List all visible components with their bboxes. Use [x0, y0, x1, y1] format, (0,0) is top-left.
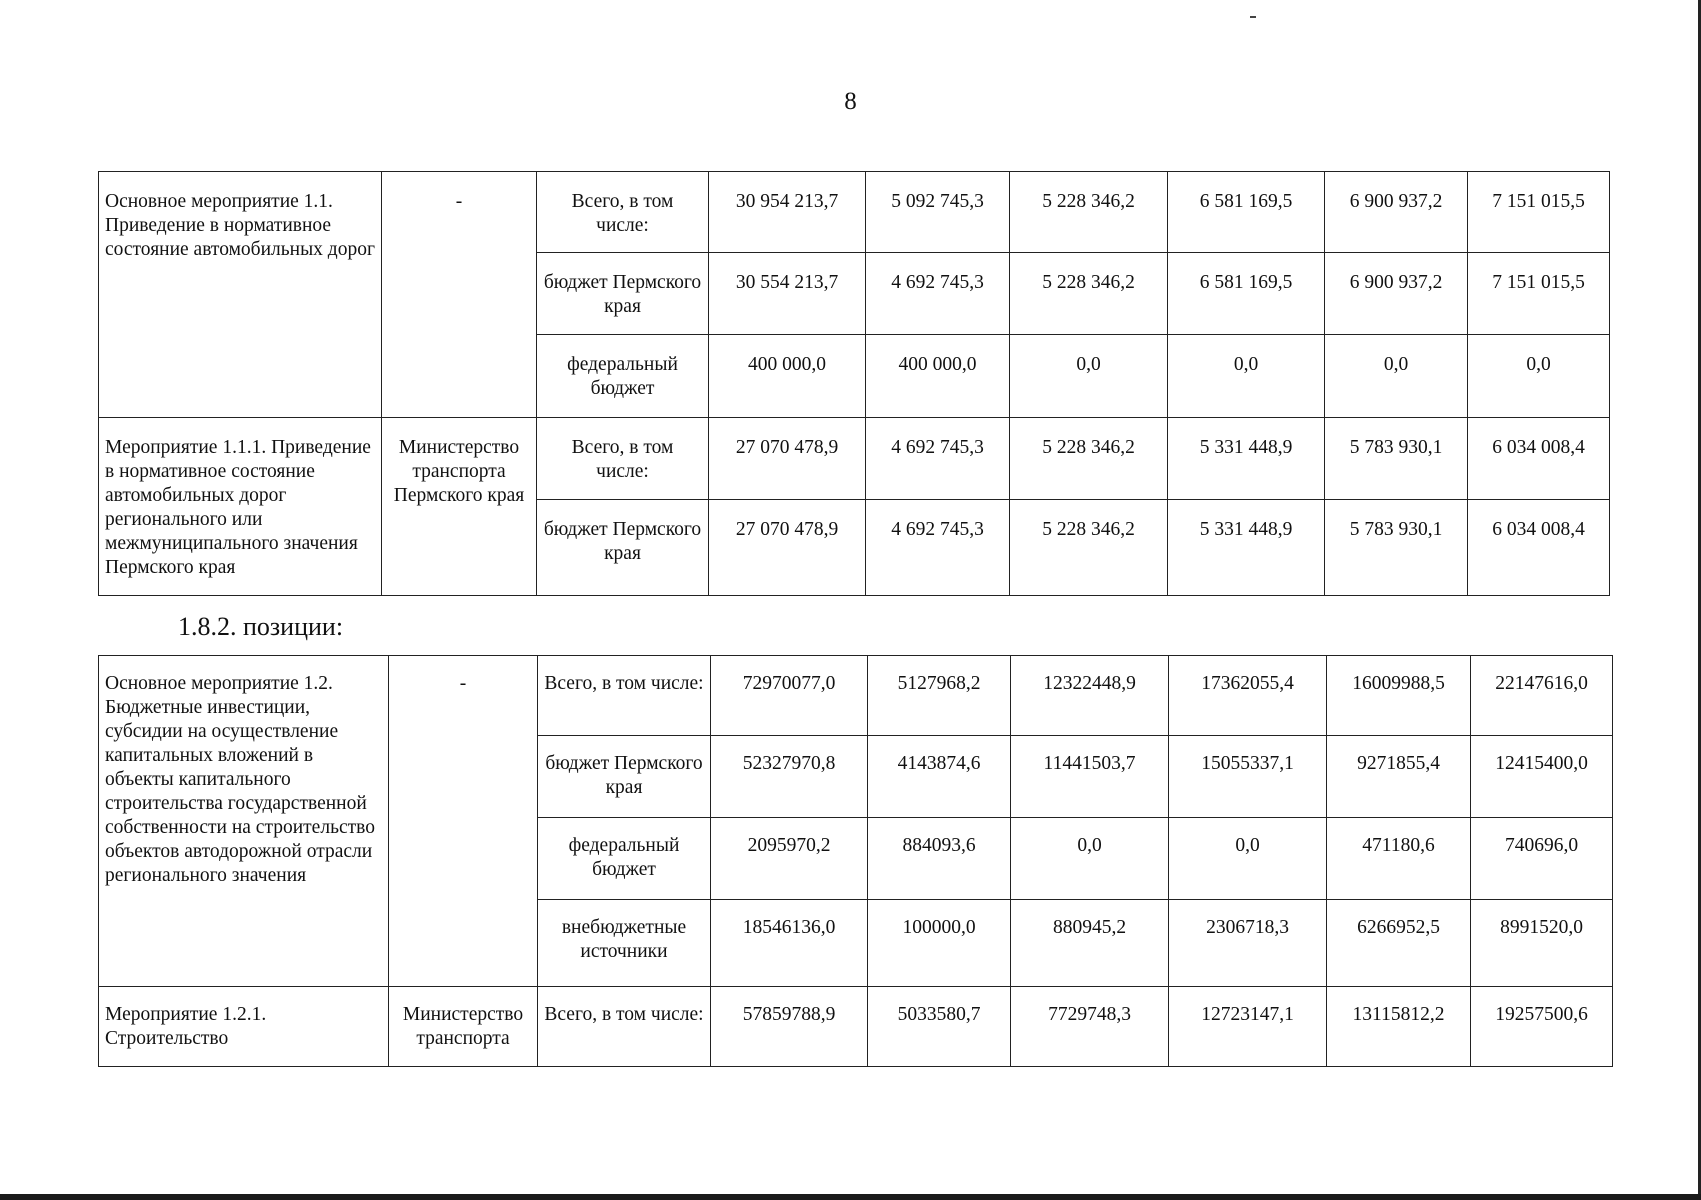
- value-cell: 72970077,0: [711, 656, 868, 736]
- budget-table-2: [98, 655, 1613, 1067]
- value-cell: 4 692 745,3: [866, 253, 1010, 335]
- value-cell: 4 692 745,3: [866, 418, 1010, 500]
- value-cell: 2095970,2: [711, 818, 868, 900]
- funding-source: бюджет Пермского края: [537, 253, 709, 335]
- value-cell: 4 692 745,3: [866, 500, 1010, 596]
- executor-cell: Министерство транспорта: [389, 987, 538, 1067]
- funding-source: бюджет Пермского края: [538, 736, 711, 818]
- value-cell: 471180,6: [1327, 818, 1471, 900]
- value-cell: 17362055,4: [1169, 656, 1327, 736]
- funding-source: Всего, в том числе:: [537, 172, 709, 253]
- value-cell: 6 034 008,4: [1468, 500, 1610, 596]
- value-cell: 18546136,0: [711, 900, 868, 987]
- value-cell: 0,0: [1325, 335, 1468, 418]
- table-row: [99, 418, 1610, 500]
- value-cell: 880945,2: [1011, 900, 1169, 987]
- value-cell: 5 331 448,9: [1168, 500, 1325, 596]
- value-cell: 2306718,3: [1169, 900, 1327, 987]
- value-cell: 19257500,6: [1471, 987, 1613, 1067]
- scan-edge-bottom: [0, 1194, 1701, 1200]
- value-cell: 12322448,9: [1011, 656, 1169, 736]
- funding-source: федеральный бюджет: [538, 818, 711, 900]
- value-cell: 27 070 478,9: [709, 418, 866, 500]
- executor-cell: -: [389, 656, 538, 987]
- funding-source: Всего, в том числе:: [537, 418, 709, 500]
- value-cell: 6 900 937,2: [1325, 253, 1468, 335]
- value-cell: 6266952,5: [1327, 900, 1471, 987]
- value-cell: 8991520,0: [1471, 900, 1613, 987]
- value-cell: 5127968,2: [868, 656, 1011, 736]
- value-cell: 100000,0: [868, 900, 1011, 987]
- table-row: [99, 656, 1613, 736]
- value-cell: 7729748,3: [1011, 987, 1169, 1067]
- value-cell: 9271855,4: [1327, 736, 1471, 818]
- funding-source: Всего, в том числе:: [538, 656, 711, 736]
- table-row: [99, 172, 1610, 253]
- funding-source: бюджет Пермского края: [537, 500, 709, 596]
- funding-source: Всего, в том числе:: [538, 987, 711, 1067]
- value-cell: 5 228 346,2: [1010, 500, 1168, 596]
- value-cell: 12723147,1: [1169, 987, 1327, 1067]
- value-cell: 5 228 346,2: [1010, 172, 1168, 253]
- value-cell: 0,0: [1169, 818, 1327, 900]
- value-cell: 6 581 169,5: [1168, 253, 1325, 335]
- budget-table-1: [98, 171, 1610, 596]
- value-cell: 5033580,7: [868, 987, 1011, 1067]
- value-cell: 16009988,5: [1327, 656, 1471, 736]
- value-cell: 0,0: [1168, 335, 1325, 418]
- value-cell: 22147616,0: [1471, 656, 1613, 736]
- value-cell: 5 228 346,2: [1010, 418, 1168, 500]
- value-cell: 400 000,0: [866, 335, 1010, 418]
- value-cell: 0,0: [1468, 335, 1610, 418]
- value-cell: 6 581 169,5: [1168, 172, 1325, 253]
- value-cell: 5 092 745,3: [866, 172, 1010, 253]
- activity-name: Мероприятие 1.1.1. Приведение в нормативное состояние автомобильных дорог регионального или межмуниципального значения Пермского края: [99, 418, 382, 596]
- value-cell: 740696,0: [1471, 818, 1613, 900]
- activity-name: Мероприятие 1.2.1. Строительство: [99, 987, 389, 1067]
- value-cell: 11441503,7: [1011, 736, 1169, 818]
- value-cell: 884093,6: [868, 818, 1011, 900]
- value-cell: 6 034 008,4: [1468, 418, 1610, 500]
- value-cell: 7 151 015,5: [1468, 253, 1610, 335]
- table-row: [99, 987, 1613, 1067]
- value-cell: 12415400,0: [1471, 736, 1613, 818]
- value-cell: 5 783 930,1: [1325, 418, 1468, 500]
- value-cell: 400 000,0: [709, 335, 866, 418]
- funding-source: федеральный бюджет: [537, 335, 709, 418]
- value-cell: 52327970,8: [711, 736, 868, 818]
- scan-mark: [1250, 16, 1256, 18]
- page-number: 8: [844, 88, 857, 115]
- value-cell: 5 331 448,9: [1168, 418, 1325, 500]
- value-cell: 27 070 478,9: [709, 500, 866, 596]
- value-cell: 4143874,6: [868, 736, 1011, 818]
- value-cell: 0,0: [1011, 818, 1169, 900]
- value-cell: 13115812,2: [1327, 987, 1471, 1067]
- value-cell: 30 954 213,7: [709, 172, 866, 253]
- value-cell: 5 783 930,1: [1325, 500, 1468, 596]
- value-cell: 6 900 937,2: [1325, 172, 1468, 253]
- value-cell: 0,0: [1010, 335, 1168, 418]
- value-cell: 30 554 213,7: [709, 253, 866, 335]
- value-cell: 5 228 346,2: [1010, 253, 1168, 335]
- funding-source: внебюджетные источники: [538, 900, 711, 987]
- value-cell: 57859788,9: [711, 987, 868, 1067]
- section-heading: 1.8.2. позиции:: [178, 612, 344, 641]
- executor-cell: -: [382, 172, 537, 418]
- activity-name: Основное мероприятие 1.2. Бюджетные инвестиции, субсидии на осуществление капитальных вложений в объекты капитального строительства государственной собственности на строительство объектов автодорожной отрасли регионального значения: [99, 656, 389, 987]
- activity-name: Основное мероприятие 1.1. Приведение в нормативное состояние автомобильных дорог: [99, 172, 382, 418]
- executor-cell: Министерство транспорта Пермского края: [382, 418, 537, 596]
- value-cell: 15055337,1: [1169, 736, 1327, 818]
- value-cell: 7 151 015,5: [1468, 172, 1610, 253]
